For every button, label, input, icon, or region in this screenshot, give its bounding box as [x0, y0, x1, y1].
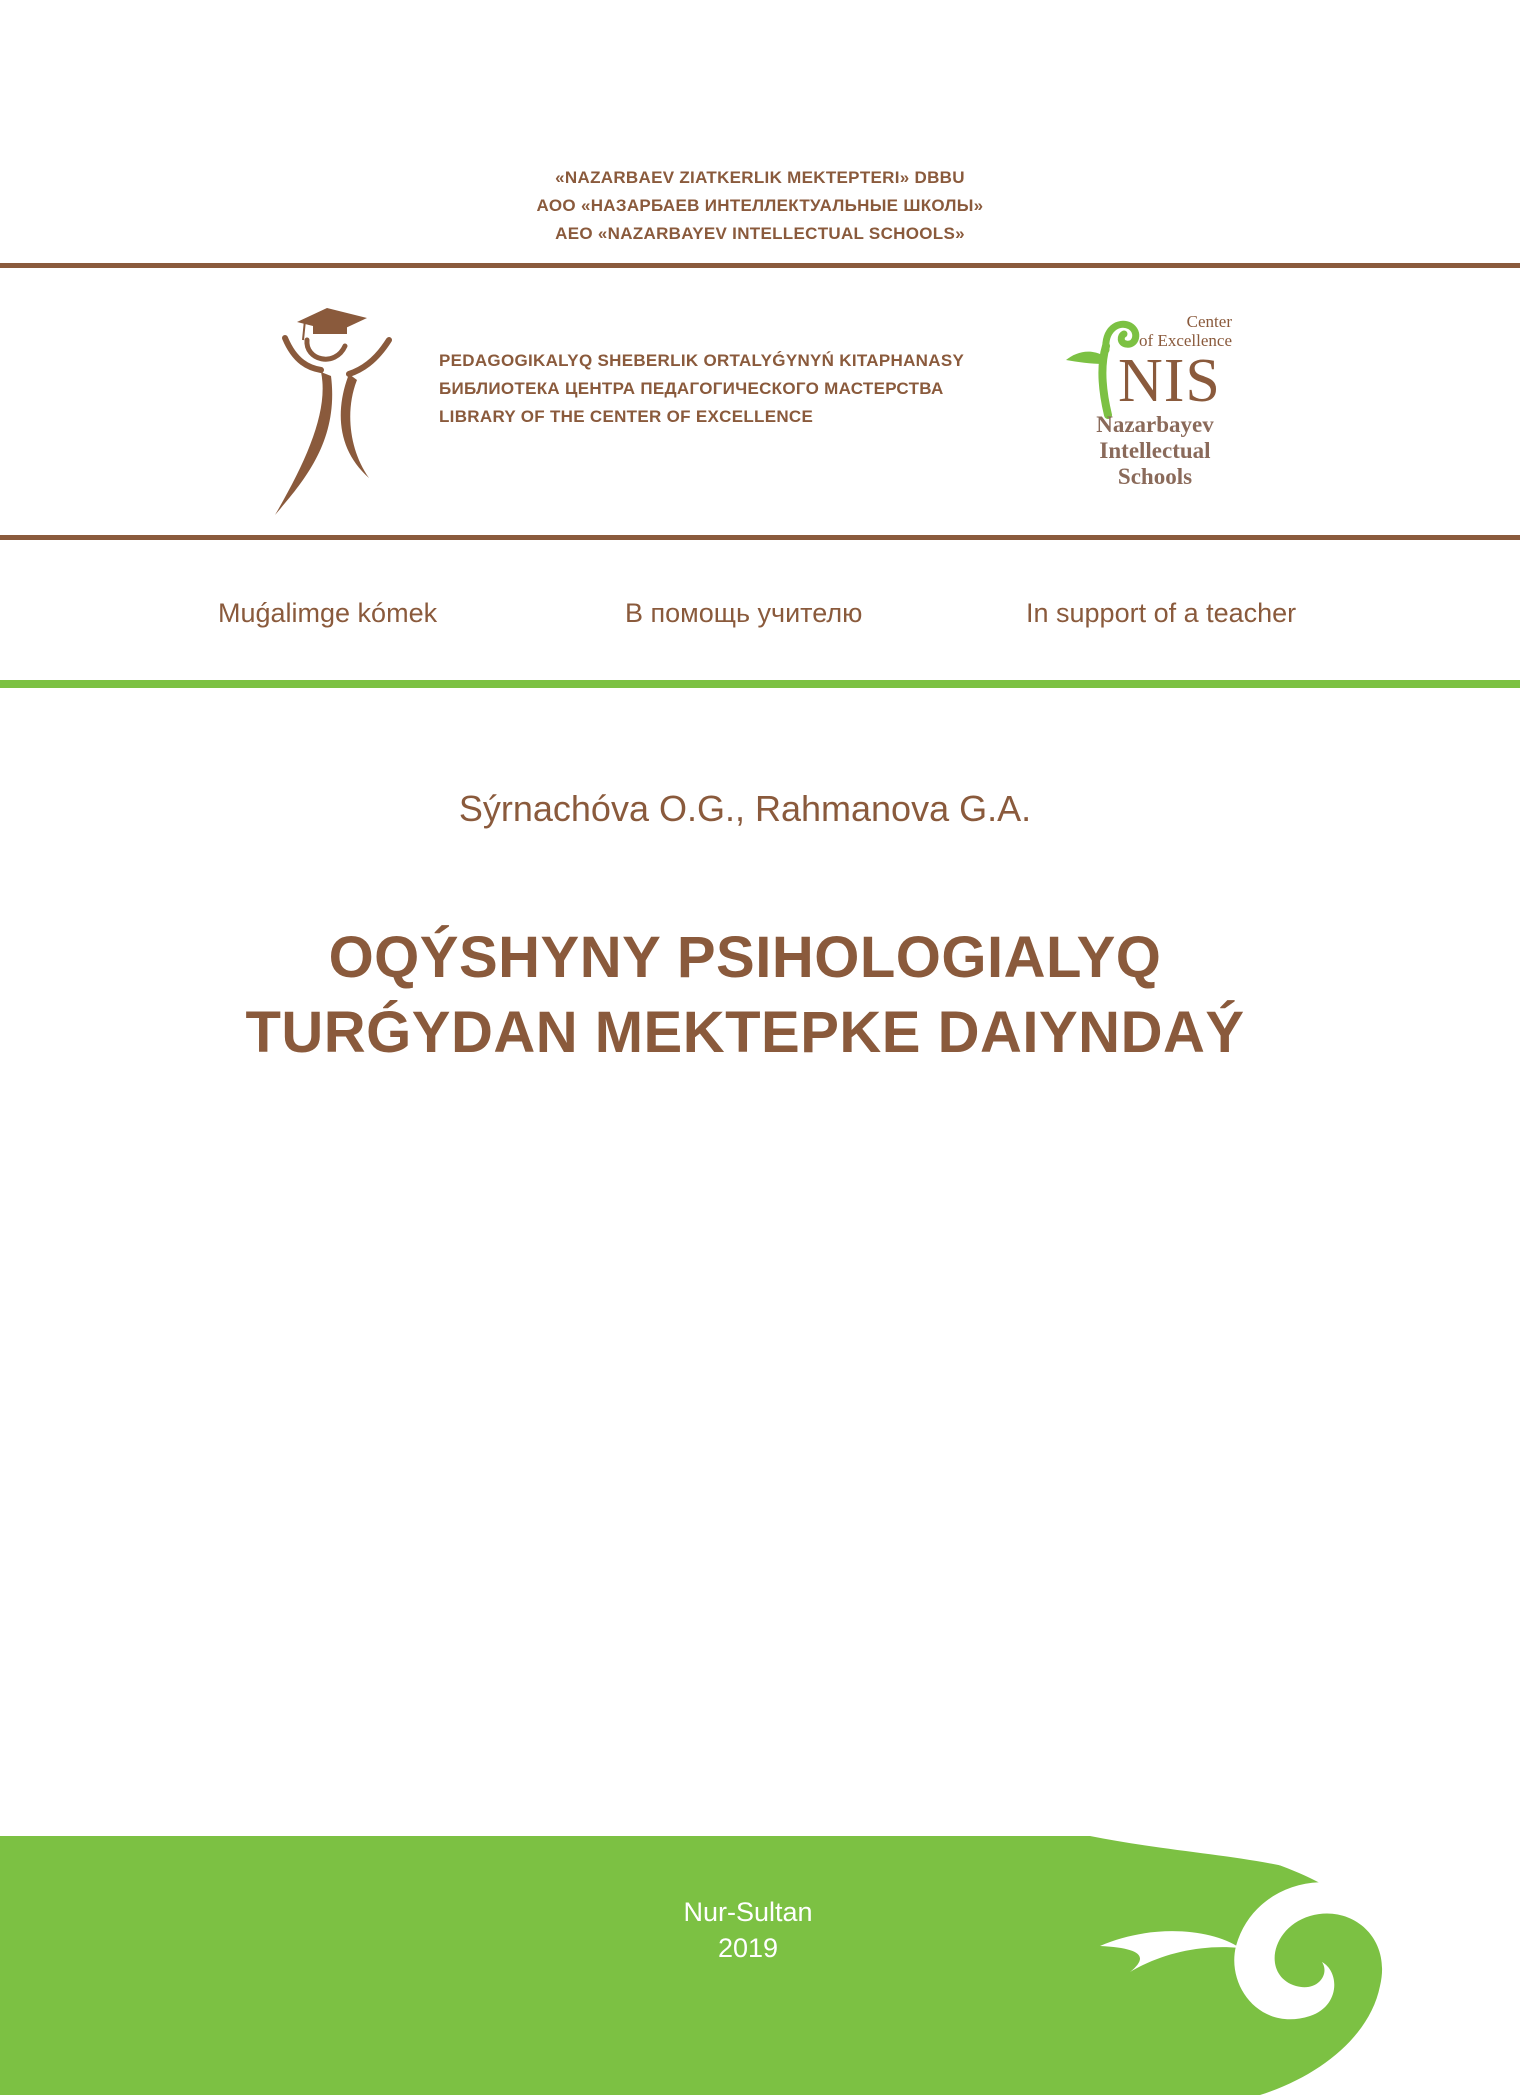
- graduate-figure-icon: [265, 300, 395, 520]
- series-row: [0, 598, 1520, 632]
- book-title: [0, 920, 1490, 1070]
- footer-city: Nur-Sultan: [683, 1897, 813, 1927]
- nis-subtitle: Nazarbayev Intellectual Schools: [1096, 412, 1214, 489]
- nis-wordmark: NIS: [1118, 347, 1221, 415]
- title-line-1: OQÝSHYNY PSIHOLOGIALYQ: [328, 925, 1162, 990]
- library-line-ru: БИБЛИОТЕКА ЦЕНТРА ПЕДАГОГИЧЕСКОГО МАСТЕРСТВА: [439, 379, 944, 398]
- org-line-kk: «NAZARBAEV ZIATKERLIK MEKTEPTERI» DBBU: [555, 168, 965, 187]
- org-line-ru: АОО «НАЗАРБАЕВ ИНТЕЛЛЕКТУАЛЬНЫЕ ШКОЛЫ»: [536, 196, 984, 215]
- library-block: [439, 347, 964, 431]
- footer-year: 2019: [717, 1933, 779, 1963]
- footer-band: [0, 1836, 1520, 2095]
- org-line-en: AEO «NAZARBAYEV INTELLECTUAL SCHOOLS»: [555, 224, 965, 243]
- library-line-kk: PEDAGOGIKALYQ SHEBERLIK ORTALYǴYNYŃ KITAPHANASY: [439, 351, 965, 370]
- series-label-kk: Muǵalimge kómek: [218, 598, 438, 628]
- library-line-en: LIBRARY OF THE CENTER OF EXCELLENCE: [439, 407, 814, 426]
- series-label-en: In support of a teacher: [1026, 598, 1297, 628]
- authors: Sýrnachóva O.G., Rahmanova G.A.: [458, 788, 1032, 829]
- footer-imprint: [0, 1894, 1496, 1966]
- middle-divider: [0, 535, 1520, 540]
- series-label-ru: В помощь учителю: [625, 598, 863, 628]
- top-divider: [0, 263, 1520, 268]
- green-divider: [0, 680, 1520, 688]
- title-line-2: TURǴYDAN MEKTEPKE DAIYNDAÝ: [245, 1000, 1245, 1065]
- nis-center-label: Center of Excellence: [1139, 312, 1232, 350]
- organization-header: [0, 164, 1520, 248]
- nis-logo: [1060, 300, 1250, 500]
